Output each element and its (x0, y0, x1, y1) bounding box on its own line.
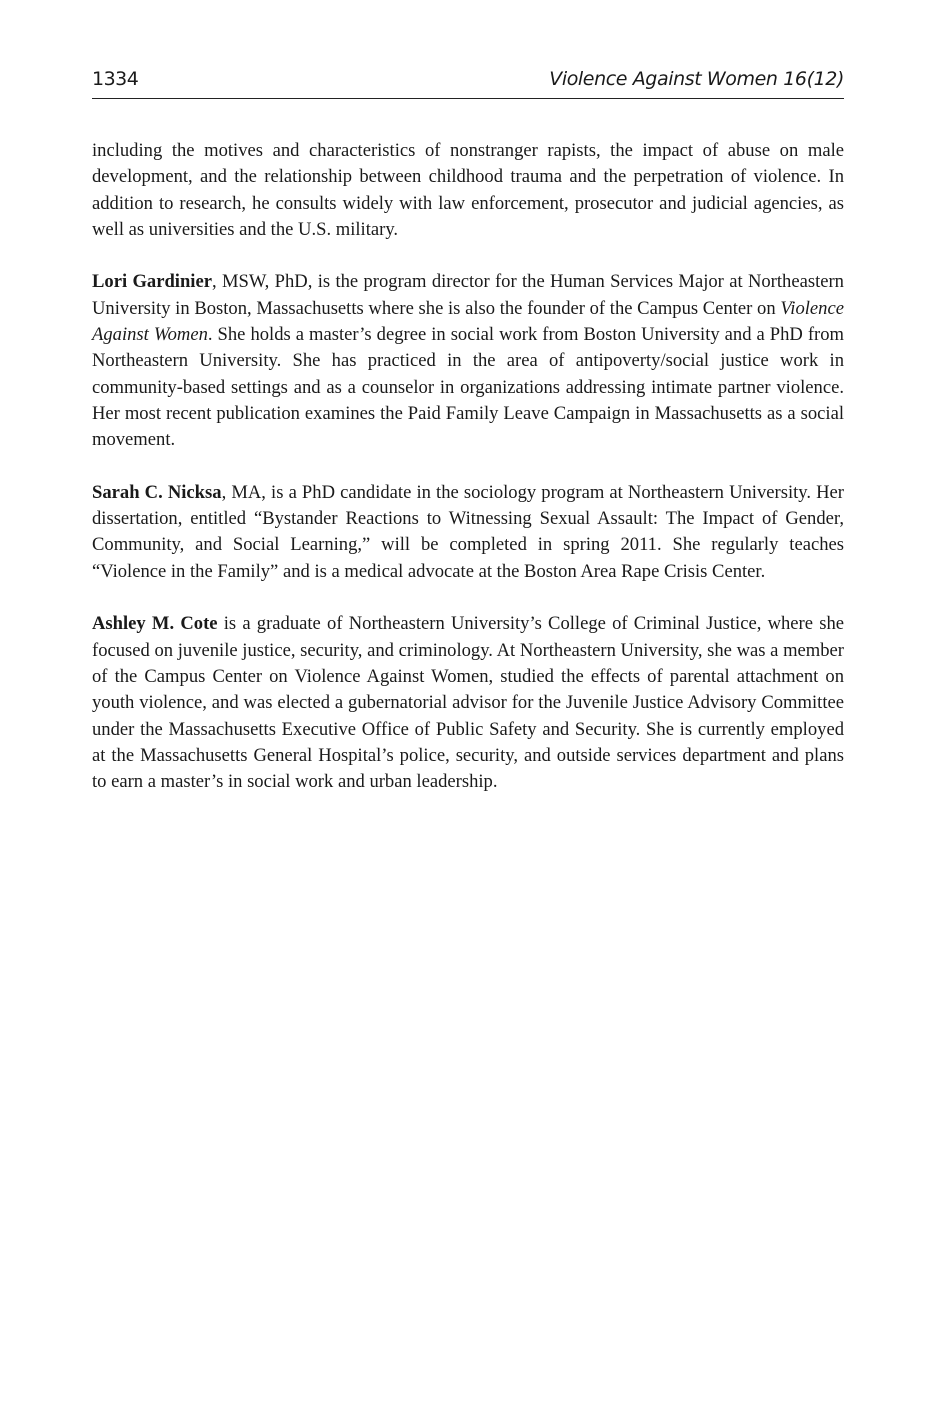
bio-text: , MSW, PhD, is the program director for the Human Services Major at Northeastern University in Boston, Massachusetts where she is also the founder of the Campus Center on (92, 271, 844, 319)
bio-gardinier (92, 269, 844, 453)
bio-nicksa (92, 480, 844, 585)
author-bios (92, 138, 844, 822)
bio-continuation (92, 138, 844, 243)
center-name-italic: Violence Against Women (92, 297, 844, 346)
author-name: Ashley M. Cote (92, 613, 218, 635)
bio-text: is a graduate of Northeastern University’s College of Criminal Justice, where she focused on juvenile justice, security, and criminology. At Northeastern University, she was a member of the Campus Center on Violence Against Women, studied the effects of parental attachment on youth violence, and was elected a gubernatorial advisor for the Juvenile Justice Advisory Committee under the Massachusetts Executive Office of Public Safety and Security. She is currently employed at the Massachusetts General Hospital’s police, security, and outside services department and plans to earn a master’s in social work and urban leadership. (92, 613, 844, 793)
author-name: Lori Gardinier (92, 271, 212, 293)
bio-text: . She holds a master’s degree in social work from Boston University and a PhD from Northeastern University. She has practiced in the area of antipoverty/social justice work in community-based settings and as a counselor in organizations addressing intimate partner violence. Her most recent publication examines the Paid Family Leave Campaign in Massachusetts as a social movement. (92, 324, 844, 451)
author-name: Sarah C. Nicksa (92, 481, 222, 503)
journal-title: Violence Against Women 16(12) (549, 68, 844, 90)
running-head (92, 66, 844, 99)
page-number: 1334 (92, 68, 139, 90)
bio-cote (92, 611, 844, 795)
bio-text: including the motives and characteristics of nonstranger rapists, the impact of abuse on male development, and the relationship between childhood trauma and the perpetration of violence. In addition to research, he consults widely with law enforcement, prosecutor and judicial agencies, as well as universities and the U.S. military. (92, 140, 844, 240)
bio-text: , MA, is a PhD candidate in the sociology program at Northeastern University. Her dissertation, entitled “Bystander Reactions to Witnessing Sexual Assault: The Impact of Gender, Community, and Social Learning,” will be completed in spring 2011. She regularly teaches “Violence in the Family” and is a medical advocate at the Boston Area Rape Crisis Center. (92, 481, 845, 582)
